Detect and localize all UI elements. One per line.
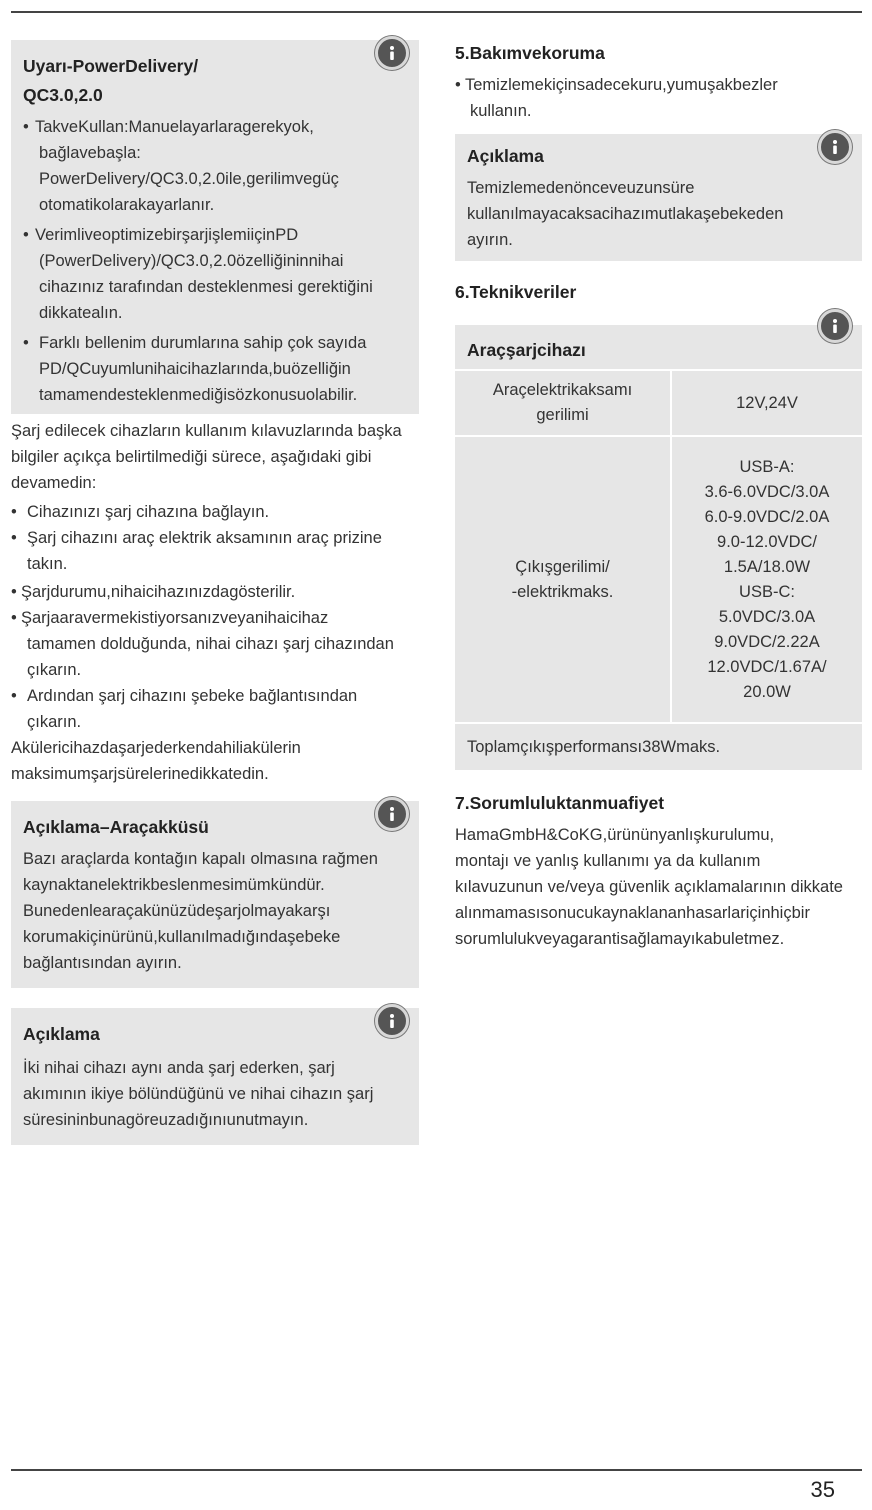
spec-row xyxy=(455,723,862,770)
spec-title: Araçşarjcihazı xyxy=(467,340,586,360)
warning-item: • Farklı bellenim durumlarına sahip çok sayıda PD/QCuyumlunihaicihazlarında,buözelliğin tamamendesteklenmediğisözkonusuolabilir. xyxy=(23,330,407,408)
section5-list xyxy=(455,72,862,124)
top-rule xyxy=(11,11,862,13)
section7-heading: 7.Sorumluluktanmuafiyet xyxy=(455,793,665,813)
note-split-box xyxy=(11,1008,419,1145)
spec-table xyxy=(455,325,862,770)
section5-note-box xyxy=(455,134,862,261)
section5-item: • Temizlemekiçinsadecekuru,yumuşakbezler kullanın. xyxy=(455,72,862,124)
section6-heading: 6.Teknikveriler xyxy=(455,282,577,302)
step-item: • Şarjaaravermekistiyorsanızveyanihaicihaz tamamen dolduğunda, nihai cihazı şarj cihazından çıkarın. xyxy=(11,605,419,683)
spec-value: USB-A: 3.6-6.0VDC/3.0A 6.0-9.0VDC/2.0A 9.0-12.0VDC/ 1.5A/18.0W USB-C: 5.0VDC/3.0A 9.0VDC/2.22A 12.0VDC/1.67A/ 20.0W xyxy=(671,436,862,723)
note-split-text: İki nihai cihazı aynı anda şarj ederken, şarj akımının ikiye bölündüğünü ve nihai cihazın şarj süresininbunagöreuzadığınıunutmayın. xyxy=(23,1059,374,1129)
note-battery-box xyxy=(11,801,419,988)
spec-row xyxy=(455,370,862,436)
left-column xyxy=(11,40,419,1145)
step-item: • Cihazınızı şarj cihazına bağlayın. xyxy=(11,499,419,525)
note-battery-text: Bazı araçlarda kontağın kapalı olmasına rağmen kaynaktanelektrikbeslenmesimümkündür. Bunedenlearaçakünüzüdeşarjolmayakarşı korumakiçinürünü,kullanılmadığındaşebeke bağlantısından ayırın. xyxy=(23,850,378,972)
spec-grid xyxy=(455,369,862,770)
body-intro: Şarj edilecek cihazların kullanım kılavuzlarında başka bilgiler açıkça belirtilmediği sürece, aşağıdaki gibi devamedin: xyxy=(11,422,402,492)
section5-heading: 5.Bakımvekoruma xyxy=(455,43,605,63)
info-icon xyxy=(375,797,409,831)
info-icon xyxy=(375,36,409,70)
section5-note-title: Açıklama xyxy=(467,146,544,166)
bottom-rule xyxy=(11,1469,862,1471)
step-item: • Şarj cihazını araç elektrik aksamının araç prizine takın. xyxy=(11,525,419,577)
step-item: • Ardından şarj cihazını şebeke bağlantısından çıkarın. xyxy=(11,683,419,735)
body-outro: Akülericihazdaşarjederkendahiliakülerin maksimumşarjsürelerinedikkatedin. xyxy=(11,739,301,783)
note-battery-title: Açıklama–Araçakküsü xyxy=(23,817,209,837)
warning-item: • VerimliveoptimizebirşarjişlemiiçinPD (PowerDelivery)/QC3.0,2.0özelliğininnihai cihazınız tarafından desteklenmesi gerektiğini dikkatealın. xyxy=(23,222,407,326)
steps-list xyxy=(11,499,419,735)
section5-note-text: Temizlemedenönceveuzunsüre kullanılmayacaksacihazımutlakaşebekeden ayırın. xyxy=(467,179,784,249)
info-icon xyxy=(818,309,852,343)
warning-box xyxy=(11,40,419,414)
info-icon xyxy=(818,130,852,164)
spec-label: Araçelektrikaksamı gerilimi xyxy=(455,370,671,436)
right-column xyxy=(455,40,862,952)
step-item: • Şarjdurumu,nihaicihazınızdagösterilir. xyxy=(11,579,419,605)
section7-text: HamaGmbH&CoKG,ürününyanlışkurulumu, montajı ve yanlış kullanımı ya da kullanım kılavuzunun ve/veya güvenlik açıklamalarının dikkate alınmamasısonucukaynaklananhasarlariçinhiçbir sorumlulukveyagarantisağlamayıkabuletmez. xyxy=(455,826,843,948)
note-split-title: Açıklama xyxy=(23,1024,100,1044)
warning-title: Uyarı-PowerDelivery/ QC3.0,2.0 xyxy=(23,56,199,105)
spec-row xyxy=(455,436,862,723)
info-icon xyxy=(375,1004,409,1038)
spec-value: 12V,24V xyxy=(671,370,862,436)
spec-total: Toplamçıkışperformansı38Wmaks. xyxy=(455,723,862,770)
warning-list xyxy=(23,114,407,408)
warning-item: • TakveKullan:Manuelayarlaragerekyok, bağlavebaşla: PowerDelivery/QC3.0,2.0ile,gerilimvegüç otomatikolarakayarlanır. xyxy=(23,114,407,218)
page-number: 35 xyxy=(810,1477,835,1502)
spec-label: Çıkışgerilimi/ -elektrikmaks. xyxy=(455,436,671,723)
